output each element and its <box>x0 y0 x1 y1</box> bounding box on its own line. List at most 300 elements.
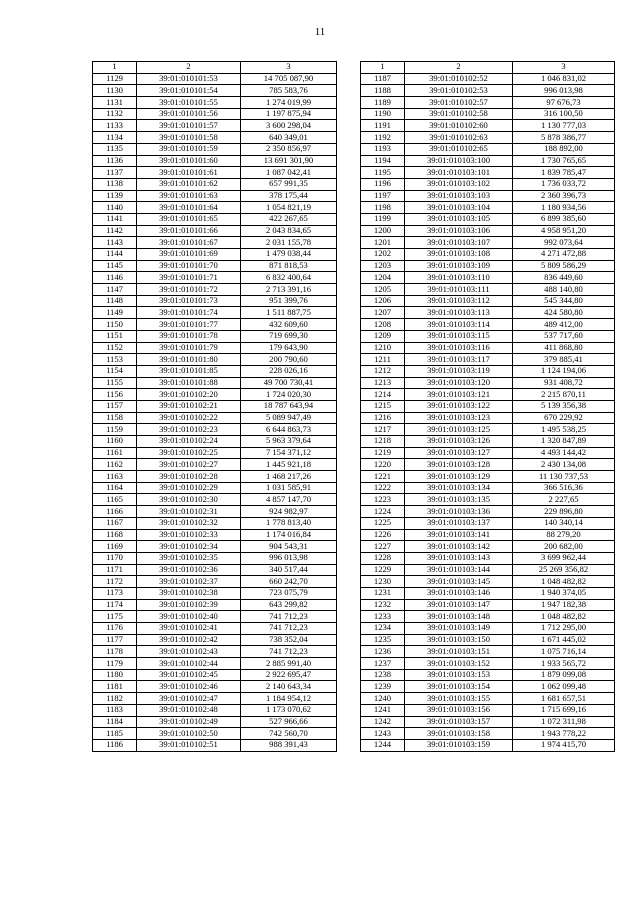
cadastral-number-cell: 39:01:010102:25 <box>137 447 241 459</box>
cadastral-number-cell: 39:01:010102:31 <box>137 506 241 518</box>
cadastral-number-cell: 39:01:010103:114 <box>405 319 513 331</box>
cadastral-number-cell: 39:01:010102:34 <box>137 541 241 553</box>
cadastral-value-cell: 741 712,23 <box>241 646 337 658</box>
cadastral-value-cell: 1 197 875,94 <box>241 108 337 120</box>
table-row <box>361 623 615 635</box>
row-number-cell: 1212 <box>361 365 405 377</box>
table-row <box>93 284 337 296</box>
row-number-cell: 1151 <box>93 330 137 342</box>
table-row <box>93 272 337 284</box>
cadastral-number-cell: 39:01:010101:71 <box>137 272 241 284</box>
cadastral-number-cell: 39:01:010101:58 <box>137 132 241 144</box>
row-number-cell: 1244 <box>361 739 405 751</box>
cadastral-number-cell: 39:01:010101:70 <box>137 260 241 272</box>
cadastral-value-cell: 1 839 785,47 <box>513 167 615 179</box>
cadastral-number-cell: 39:01:010103:115 <box>405 330 513 342</box>
row-number-cell: 1172 <box>93 576 137 588</box>
table-row <box>93 307 337 319</box>
cadastral-number-cell: 39:01:010103:116 <box>405 342 513 354</box>
row-number-cell: 1178 <box>93 646 137 658</box>
cadastral-value-cell: 18 787 643,94 <box>241 400 337 412</box>
cadastral-value-cell: 3 699 962,44 <box>513 552 615 564</box>
table-row <box>361 319 615 331</box>
row-number-cell: 1156 <box>93 389 137 401</box>
row-number-cell: 1167 <box>93 517 137 529</box>
row-number-cell: 1139 <box>93 190 137 202</box>
cadastral-number-cell: 39:01:010103:110 <box>405 272 513 284</box>
cadastral-value-cell: 432 609,60 <box>241 319 337 331</box>
cadastral-value-cell: 904 543,31 <box>241 541 337 553</box>
row-number-cell: 1169 <box>93 541 137 553</box>
row-number-cell: 1197 <box>361 190 405 202</box>
cadastral-number-cell: 39:01:010103:159 <box>405 739 513 751</box>
row-number-cell: 1214 <box>361 389 405 401</box>
table-row <box>361 307 615 319</box>
cadastral-value-cell: 738 352,04 <box>241 634 337 646</box>
row-number-cell: 1136 <box>93 155 137 167</box>
cadastral-number-cell: 39:01:010102:21 <box>137 400 241 412</box>
cadastral-number-cell: 39:01:010103:150 <box>405 634 513 646</box>
row-number-cell: 1189 <box>361 97 405 109</box>
cadastral-value-cell: 6 832 400,64 <box>241 272 337 284</box>
table-row <box>361 155 615 167</box>
cadastral-number-cell: 39:01:010103:143 <box>405 552 513 564</box>
cadastral-number-cell: 39:01:010102:53 <box>405 85 513 97</box>
table-row <box>93 529 337 541</box>
cadastral-number-cell: 39:01:010103:148 <box>405 611 513 623</box>
row-number-cell: 1213 <box>361 377 405 389</box>
table-row <box>93 108 337 120</box>
row-number-cell: 1224 <box>361 506 405 518</box>
table-row <box>361 587 615 599</box>
cadastral-value-cell: 88 279,20 <box>513 529 615 541</box>
row-number-cell: 1200 <box>361 225 405 237</box>
table-row <box>361 436 615 448</box>
table-row <box>361 295 615 307</box>
cadastral-number-cell: 39:01:010101:85 <box>137 365 241 377</box>
cadastral-value-cell: 951 399,76 <box>241 295 337 307</box>
cadastral-value-cell: 1 730 765,65 <box>513 155 615 167</box>
table-row <box>93 342 337 354</box>
cadastral-number-cell: 39:01:010103:102 <box>405 178 513 190</box>
table-row <box>93 354 337 366</box>
row-number-cell: 1217 <box>361 424 405 436</box>
table-row <box>93 576 337 588</box>
row-number-cell: 1129 <box>93 73 137 85</box>
cadastral-value-cell: 1 671 445,02 <box>513 634 615 646</box>
table-row <box>93 120 337 132</box>
cadastral-number-cell: 39:01:010103:128 <box>405 459 513 471</box>
cadastral-value-cell: 1 072 311,98 <box>513 716 615 728</box>
row-number-cell: 1240 <box>361 693 405 705</box>
cadastral-number-cell: 39:01:010103:121 <box>405 389 513 401</box>
row-number-cell: 1190 <box>361 108 405 120</box>
cadastral-value-cell: 1 075 716,14 <box>513 646 615 658</box>
row-number-cell: 1210 <box>361 342 405 354</box>
row-number-cell: 1163 <box>93 471 137 483</box>
table-row <box>361 611 615 623</box>
cadastral-value-cell: 179 643,90 <box>241 342 337 354</box>
row-number-cell: 1230 <box>361 576 405 588</box>
cadastral-value-cell: 1 445 921,18 <box>241 459 337 471</box>
cadastral-value-table-right <box>360 61 615 752</box>
table-row <box>361 202 615 214</box>
cadastral-value-cell: 97 676,73 <box>513 97 615 109</box>
cadastral-number-cell: 39:01:010103:111 <box>405 284 513 296</box>
table-row <box>361 552 615 564</box>
cadastral-value-cell: 5 089 947,49 <box>241 412 337 424</box>
column-header: 2 <box>137 62 241 74</box>
table-row <box>361 447 615 459</box>
cadastral-value-cell: 140 340,14 <box>513 517 615 529</box>
cadastral-value-cell: 785 583,76 <box>241 85 337 97</box>
table-row <box>361 564 615 576</box>
row-number-cell: 1194 <box>361 155 405 167</box>
cadastral-number-cell: 39:01:010103:112 <box>405 295 513 307</box>
cadastral-number-cell: 39:01:010103:126 <box>405 436 513 448</box>
cadastral-number-cell: 39:01:010103:145 <box>405 576 513 588</box>
table-row <box>93 260 337 272</box>
row-number-cell: 1165 <box>93 494 137 506</box>
cadastral-value-cell: 1 736 033,72 <box>513 178 615 190</box>
cadastral-value-cell: 670 229,92 <box>513 412 615 424</box>
cadastral-value-cell: 2 031 155,78 <box>241 237 337 249</box>
cadastral-number-cell: 39:01:010102:35 <box>137 552 241 564</box>
cadastral-number-cell: 39:01:010102:33 <box>137 529 241 541</box>
row-number-cell: 1153 <box>93 354 137 366</box>
cadastral-value-cell: 3 600 298,04 <box>241 120 337 132</box>
table-row <box>361 132 615 144</box>
cadastral-number-cell: 39:01:010102:50 <box>137 728 241 740</box>
row-number-cell: 1234 <box>361 623 405 635</box>
table-row <box>93 564 337 576</box>
table-row <box>361 728 615 740</box>
row-number-cell: 1145 <box>93 260 137 272</box>
row-number-cell: 1164 <box>93 482 137 494</box>
cadastral-number-cell: 39:01:010101:72 <box>137 284 241 296</box>
row-number-cell: 1206 <box>361 295 405 307</box>
table-row <box>93 73 337 85</box>
cadastral-value-cell: 527 966,66 <box>241 716 337 728</box>
cadastral-number-cell: 39:01:010103:113 <box>405 307 513 319</box>
table-row <box>93 424 337 436</box>
cadastral-value-cell: 2 885 991,40 <box>241 658 337 670</box>
table-row <box>361 716 615 728</box>
cadastral-number-cell: 39:01:010102:29 <box>137 482 241 494</box>
cadastral-value-cell: 1 174 016,84 <box>241 529 337 541</box>
cadastral-number-cell: 39:01:010101:61 <box>137 167 241 179</box>
cadastral-number-cell: 39:01:010103:142 <box>405 541 513 553</box>
cadastral-value-cell: 1 180 934,56 <box>513 202 615 214</box>
cadastral-number-cell: 39:01:010103:103 <box>405 190 513 202</box>
cadastral-number-cell: 39:01:010101:53 <box>137 73 241 85</box>
cadastral-number-cell: 39:01:010103:135 <box>405 494 513 506</box>
cadastral-number-cell: 39:01:010102:23 <box>137 424 241 436</box>
cadastral-value-cell: 1 511 887,75 <box>241 307 337 319</box>
row-number-cell: 1216 <box>361 412 405 424</box>
cadastral-value-cell: 1 715 699,16 <box>513 704 615 716</box>
table-row <box>361 178 615 190</box>
cadastral-value-cell: 931 408,72 <box>513 377 615 389</box>
cadastral-number-cell: 39:01:010101:62 <box>137 178 241 190</box>
cadastral-number-cell: 39:01:010102:32 <box>137 517 241 529</box>
cadastral-value-cell: 1 320 847,89 <box>513 436 615 448</box>
row-number-cell: 1180 <box>93 669 137 681</box>
cadastral-value-cell: 2 922 695,47 <box>241 669 337 681</box>
cadastral-number-cell: 39:01:010101:69 <box>137 249 241 261</box>
row-number-cell: 1174 <box>93 599 137 611</box>
table-row <box>361 73 615 85</box>
cadastral-number-cell: 39:01:010103:106 <box>405 225 513 237</box>
cadastral-number-cell: 39:01:010103:137 <box>405 517 513 529</box>
cadastral-value-cell: 1 940 374,05 <box>513 587 615 599</box>
cadastral-value-cell: 4 958 951,20 <box>513 225 615 237</box>
cadastral-value-cell: 49 700 730,41 <box>241 377 337 389</box>
table-row <box>361 494 615 506</box>
cadastral-number-cell: 39:01:010102:36 <box>137 564 241 576</box>
table-row <box>93 167 337 179</box>
cadastral-value-cell: 1 879 099,08 <box>513 669 615 681</box>
table-row <box>93 739 337 751</box>
table-row <box>93 506 337 518</box>
row-number-cell: 1149 <box>93 307 137 319</box>
table-row <box>93 658 337 670</box>
cadastral-value-cell: 366 516,36 <box>513 482 615 494</box>
cadastral-value-cell: 723 075,79 <box>241 587 337 599</box>
table-row <box>93 319 337 331</box>
cadastral-number-cell: 39:01:010103:105 <box>405 213 513 225</box>
cadastral-number-cell: 39:01:010103:104 <box>405 202 513 214</box>
row-number-cell: 1166 <box>93 506 137 518</box>
table-row <box>361 412 615 424</box>
table-row <box>361 739 615 751</box>
cadastral-number-cell: 39:01:010101:80 <box>137 354 241 366</box>
cadastral-number-cell: 39:01:010102:52 <box>405 73 513 85</box>
table-row <box>93 646 337 658</box>
table-row <box>361 634 615 646</box>
cadastral-value-cell: 11 130 737,53 <box>513 471 615 483</box>
cadastral-value-cell: 1 173 070,62 <box>241 704 337 716</box>
cadastral-value-cell: 25 269 356,82 <box>513 564 615 576</box>
table-row <box>93 237 337 249</box>
table-row <box>93 623 337 635</box>
row-number-cell: 1223 <box>361 494 405 506</box>
cadastral-value-cell: 1 974 415,70 <box>513 739 615 751</box>
cadastral-number-cell: 39:01:010102:20 <box>137 389 241 401</box>
table-row <box>361 167 615 179</box>
cadastral-value-cell: 422 267,65 <box>241 213 337 225</box>
cadastral-value-cell: 1 274 019,99 <box>241 97 337 109</box>
cadastral-number-cell: 39:01:010101:77 <box>137 319 241 331</box>
table-row <box>361 377 615 389</box>
cadastral-number-cell: 39:01:010103:122 <box>405 400 513 412</box>
cadastral-value-cell: 1 054 821,19 <box>241 202 337 214</box>
cadastral-number-cell: 39:01:010103:144 <box>405 564 513 576</box>
table-row <box>93 716 337 728</box>
cadastral-value-cell: 1 468 217,26 <box>241 471 337 483</box>
row-number-cell: 1198 <box>361 202 405 214</box>
cadastral-value-cell: 489 412,00 <box>513 319 615 331</box>
cadastral-number-cell: 39:01:010102:28 <box>137 471 241 483</box>
table-row <box>93 295 337 307</box>
cadastral-value-cell: 411 868,80 <box>513 342 615 354</box>
row-number-cell: 1144 <box>93 249 137 261</box>
cadastral-value-cell: 1 048 482,82 <box>513 611 615 623</box>
table-row <box>93 494 337 506</box>
cadastral-value-cell: 1 031 585,91 <box>241 482 337 494</box>
cadastral-value-cell: 5 809 586,29 <box>513 260 615 272</box>
table-row <box>361 190 615 202</box>
cadastral-value-cell: 6 899 385,60 <box>513 213 615 225</box>
cadastral-value-cell: 200 682,00 <box>513 541 615 553</box>
cadastral-number-cell: 39:01:010101:79 <box>137 342 241 354</box>
table-row <box>361 330 615 342</box>
cadastral-value-cell: 1 724 020,30 <box>241 389 337 401</box>
table-row <box>361 541 615 553</box>
cadastral-value-cell: 228 026,16 <box>241 365 337 377</box>
cadastral-value-cell: 2 713 391,16 <box>241 284 337 296</box>
cadastral-value-cell: 640 349,01 <box>241 132 337 144</box>
table-row <box>361 120 615 132</box>
cadastral-number-cell: 39:01:010103:123 <box>405 412 513 424</box>
cadastral-number-cell: 39:01:010101:74 <box>137 307 241 319</box>
row-number-cell: 1176 <box>93 623 137 635</box>
table-row <box>361 260 615 272</box>
table-row <box>93 459 337 471</box>
table-row <box>361 108 615 120</box>
row-number-cell: 1135 <box>93 143 137 155</box>
row-number-cell: 1161 <box>93 447 137 459</box>
cadastral-number-cell: 39:01:010102:47 <box>137 693 241 705</box>
row-number-cell: 1186 <box>93 739 137 751</box>
cadastral-number-cell: 39:01:010102:57 <box>405 97 513 109</box>
cadastral-number-cell: 39:01:010101:88 <box>137 377 241 389</box>
row-number-cell: 1222 <box>361 482 405 494</box>
row-number-cell: 1160 <box>93 436 137 448</box>
column-header: 3 <box>241 62 337 74</box>
table-row <box>361 97 615 109</box>
cadastral-number-cell: 39:01:010101:63 <box>137 190 241 202</box>
table-row <box>93 377 337 389</box>
cadastral-value-cell: 424 580,80 <box>513 307 615 319</box>
row-number-cell: 1133 <box>93 120 137 132</box>
cadastral-value-cell: 537 717,60 <box>513 330 615 342</box>
row-number-cell: 1208 <box>361 319 405 331</box>
table-header-row <box>361 62 615 74</box>
cadastral-value-cell: 1 184 954,12 <box>241 693 337 705</box>
row-number-cell: 1241 <box>361 704 405 716</box>
cadastral-number-cell: 39:01:010102:40 <box>137 611 241 623</box>
table-row <box>93 85 337 97</box>
cadastral-number-cell: 39:01:010103:101 <box>405 167 513 179</box>
column-header: 2 <box>405 62 513 74</box>
cadastral-number-cell: 39:01:010103:149 <box>405 623 513 635</box>
cadastral-number-cell: 39:01:010101:73 <box>137 295 241 307</box>
cadastral-value-cell: 996 013,98 <box>513 85 615 97</box>
row-number-cell: 1143 <box>93 237 137 249</box>
cadastral-number-cell: 39:01:010102:30 <box>137 494 241 506</box>
cadastral-number-cell: 39:01:010102:65 <box>405 143 513 155</box>
cadastral-value-cell: 741 712,23 <box>241 611 337 623</box>
row-number-cell: 1227 <box>361 541 405 553</box>
row-number-cell: 1182 <box>93 693 137 705</box>
cadastral-number-cell: 39:01:010101:65 <box>137 213 241 225</box>
row-number-cell: 1237 <box>361 658 405 670</box>
cadastral-value-table-left <box>92 61 337 752</box>
cadastral-number-cell: 39:01:010103:125 <box>405 424 513 436</box>
cadastral-number-cell: 39:01:010103:154 <box>405 681 513 693</box>
row-number-cell: 1140 <box>93 202 137 214</box>
row-number-cell: 1162 <box>93 459 137 471</box>
row-number-cell: 1229 <box>361 564 405 576</box>
cadastral-number-cell: 39:01:010101:54 <box>137 85 241 97</box>
cadastral-value-cell: 6 644 863,73 <box>241 424 337 436</box>
row-number-cell: 1228 <box>361 552 405 564</box>
cadastral-value-cell: 5 963 379,64 <box>241 436 337 448</box>
table-row <box>93 225 337 237</box>
table-row <box>361 354 615 366</box>
cadastral-value-cell: 1 933 565,72 <box>513 658 615 670</box>
table-row <box>93 552 337 564</box>
table-row <box>93 693 337 705</box>
cadastral-value-cell: 992 073,64 <box>513 237 615 249</box>
cadastral-value-cell: 1 495 538,25 <box>513 424 615 436</box>
cadastral-value-cell: 2 140 643,34 <box>241 681 337 693</box>
cadastral-value-cell: 4 271 472,88 <box>513 249 615 261</box>
table-row <box>361 529 615 541</box>
table-row <box>93 132 337 144</box>
cadastral-number-cell: 39:01:010102:49 <box>137 716 241 728</box>
cadastral-value-cell: 1 712 295,00 <box>513 623 615 635</box>
table-row <box>93 599 337 611</box>
cadastral-value-cell: 996 013,98 <box>241 552 337 564</box>
row-number-cell: 1132 <box>93 108 137 120</box>
cadastral-number-cell: 39:01:010103:153 <box>405 669 513 681</box>
cadastral-value-cell: 2 227,65 <box>513 494 615 506</box>
table-row <box>93 517 337 529</box>
cadastral-number-cell: 39:01:010101:67 <box>137 237 241 249</box>
cadastral-value-cell: 988 391,43 <box>241 739 337 751</box>
row-number-cell: 1152 <box>93 342 137 354</box>
table-row <box>93 669 337 681</box>
cadastral-number-cell: 39:01:010103:147 <box>405 599 513 611</box>
cadastral-number-cell: 39:01:010102:38 <box>137 587 241 599</box>
table-row <box>93 143 337 155</box>
row-number-cell: 1195 <box>361 167 405 179</box>
table-row <box>361 646 615 658</box>
table-row <box>361 576 615 588</box>
row-number-cell: 1243 <box>361 728 405 740</box>
table-row <box>361 389 615 401</box>
column-header: 1 <box>361 62 405 74</box>
row-number-cell: 1220 <box>361 459 405 471</box>
cadastral-value-cell: 1 087 042,41 <box>241 167 337 179</box>
cadastral-value-cell: 1 124 194,06 <box>513 365 615 377</box>
table-row <box>361 213 615 225</box>
cadastral-number-cell: 39:01:010102:45 <box>137 669 241 681</box>
table-row <box>361 400 615 412</box>
cadastral-number-cell: 39:01:010102:24 <box>137 436 241 448</box>
row-number-cell: 1201 <box>361 237 405 249</box>
cadastral-value-cell: 340 517,44 <box>241 564 337 576</box>
row-number-cell: 1147 <box>93 284 137 296</box>
table-row <box>361 471 615 483</box>
row-number-cell: 1191 <box>361 120 405 132</box>
table-row <box>93 587 337 599</box>
cadastral-number-cell: 39:01:010103:146 <box>405 587 513 599</box>
cadastral-value-cell: 1 947 182,38 <box>513 599 615 611</box>
table-row <box>361 669 615 681</box>
